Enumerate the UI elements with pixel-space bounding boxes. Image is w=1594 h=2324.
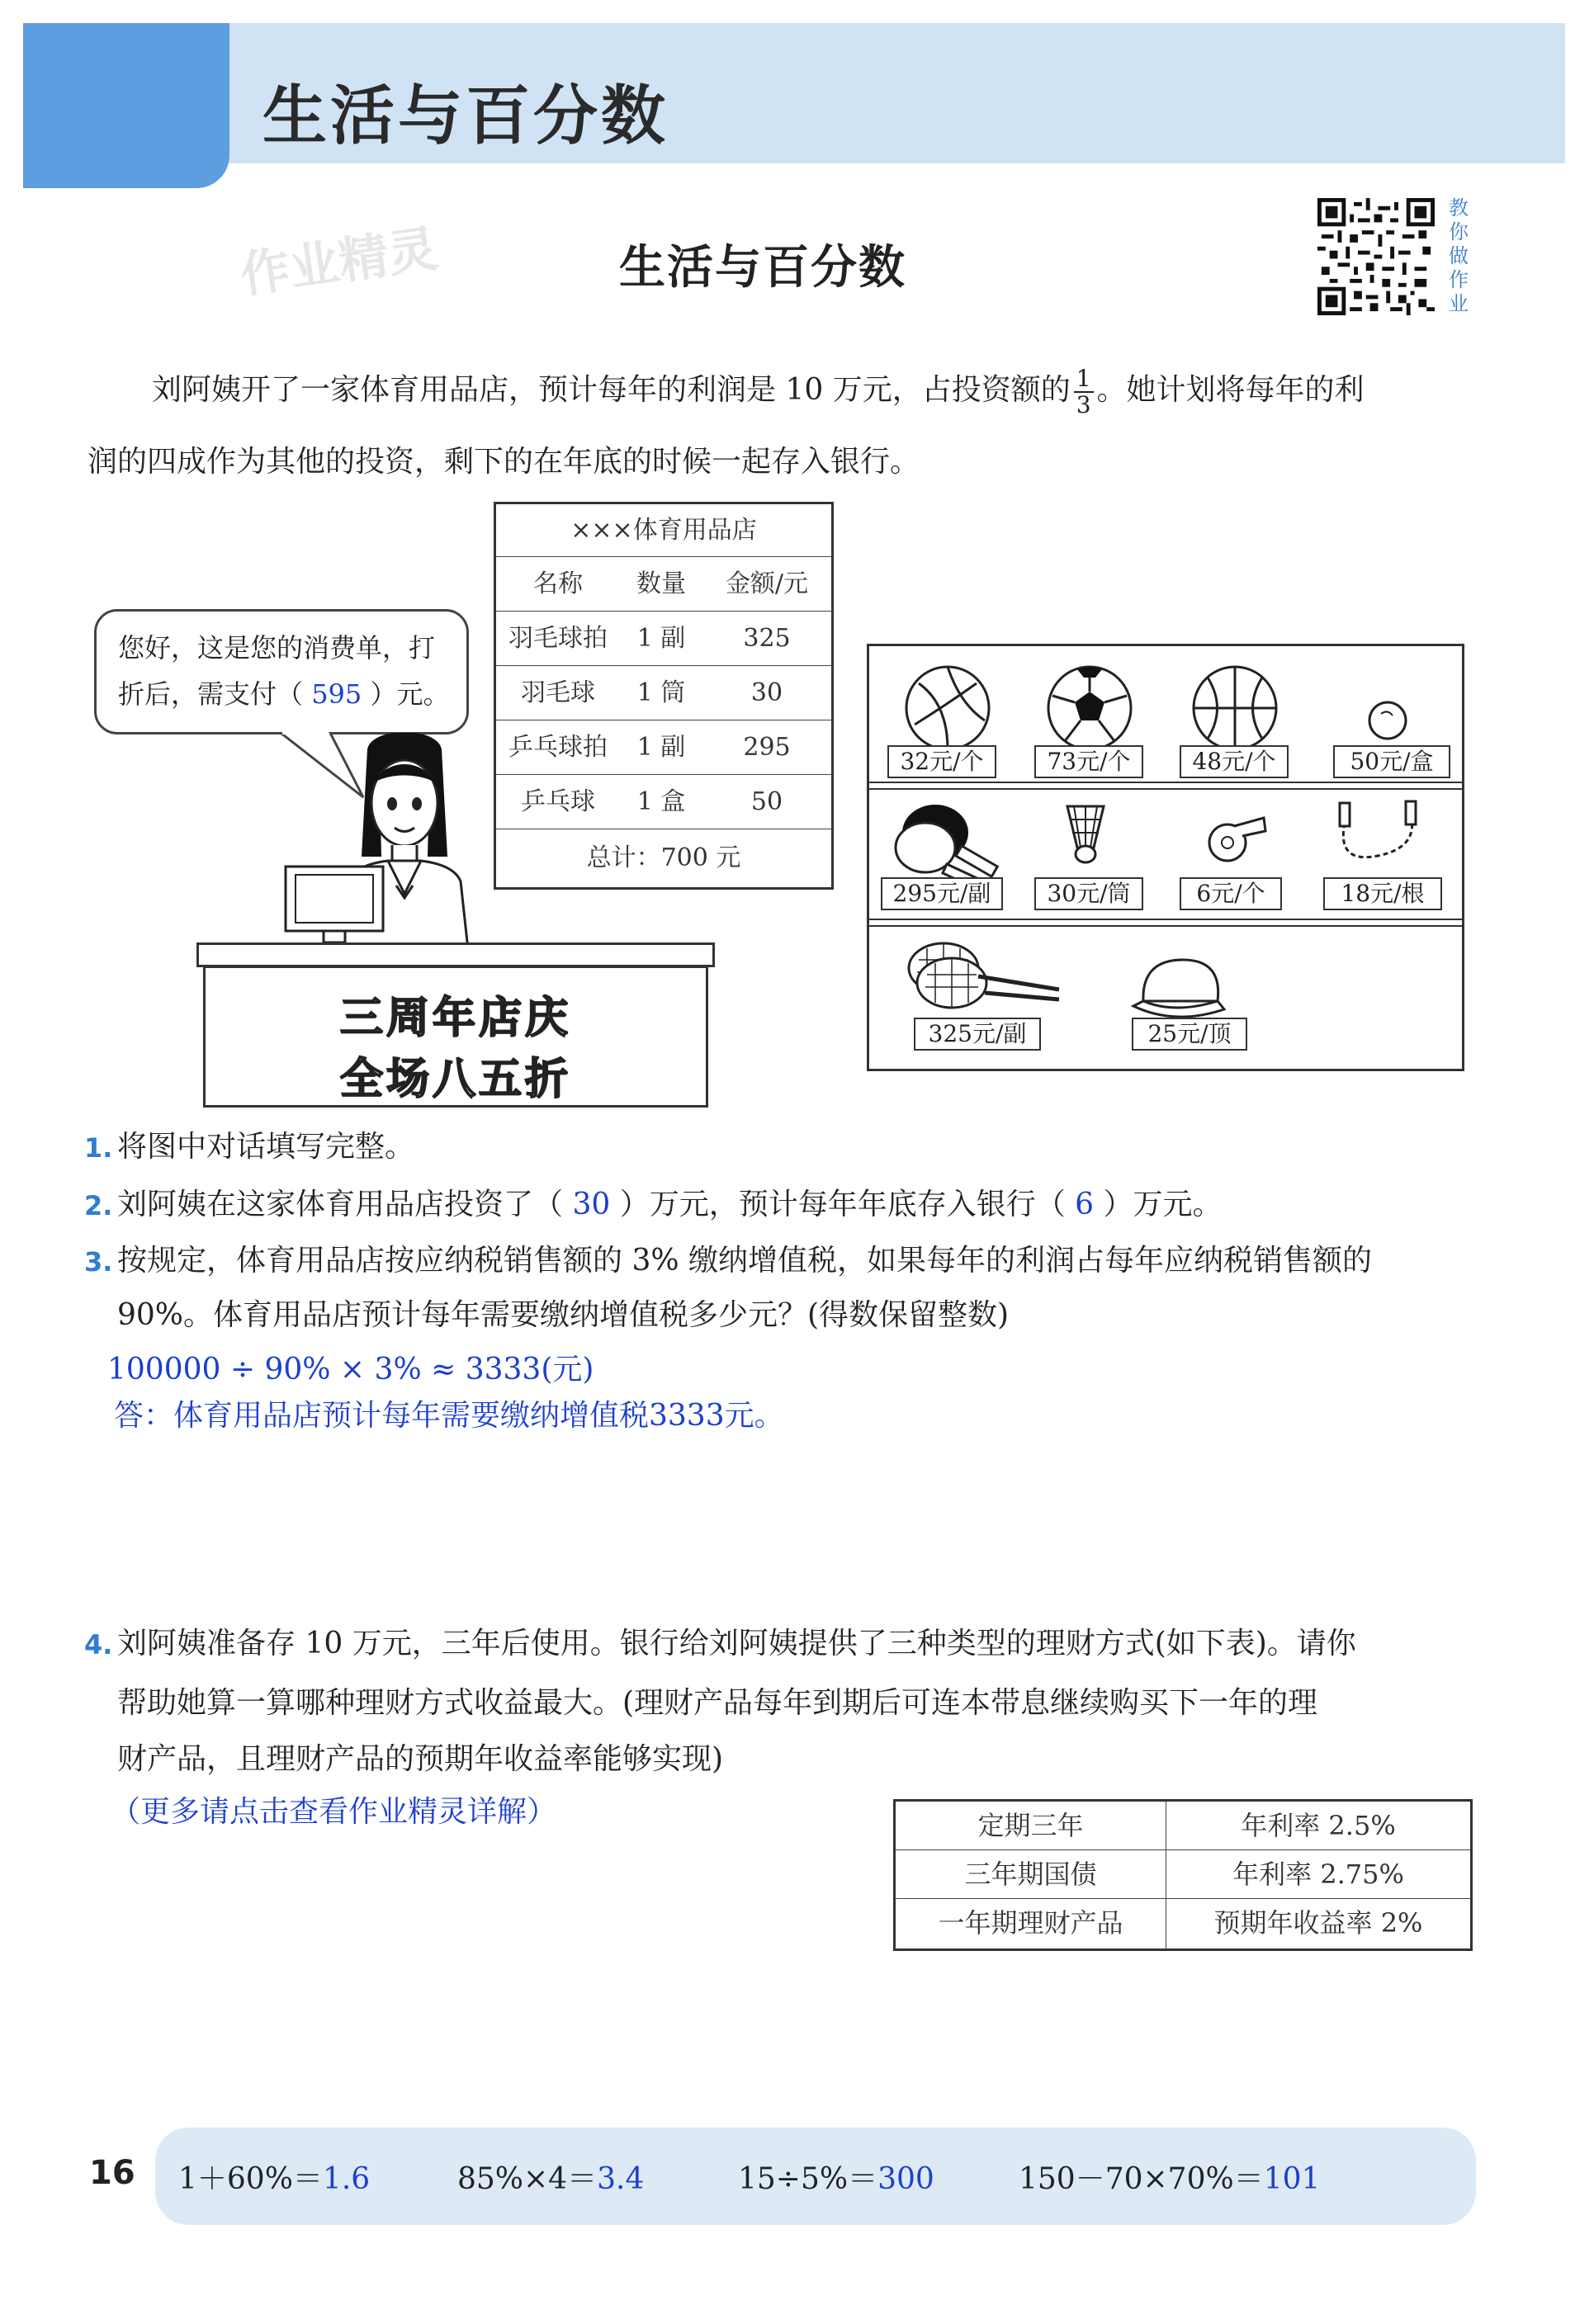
receipt-cell-name: 羽毛球: [521, 678, 595, 707]
question-1-text: 将图中对话填写完整。: [117, 1130, 415, 1164]
oral-calc-answer: 101: [1263, 2162, 1321, 2196]
question-2-answer-deposit: 6: [1075, 1188, 1095, 1221]
fraction-numerator: 1: [1074, 366, 1094, 393]
receipt-cell-name: 乒乓球拍: [508, 733, 608, 762]
header-banner: [23, 23, 1565, 163]
question-4-line-3: 财产品，且理财产品的预期年收益率能够实现): [117, 1742, 724, 1776]
oral-calc-answer: 1.6: [322, 2162, 371, 2196]
price-tag: 18元/根: [1323, 877, 1442, 910]
oral-calc-item: [1019, 2156, 1320, 2198]
shelf-divider: [869, 919, 1462, 927]
price-tag: 30元/筒: [1034, 877, 1143, 910]
counter-sign: [203, 966, 708, 1108]
rates-product: 定期三年: [896, 1802, 1166, 1850]
page-number: 16: [89, 2154, 135, 2192]
soccer-ball-icon: [1044, 663, 1135, 753]
receipt-cell-qty: 1 副: [636, 624, 686, 653]
receipt-row: [496, 666, 831, 720]
sale-sign-line-1: 三周年店庆: [339, 994, 571, 1043]
question-2-number: 2.: [84, 1190, 113, 1221]
receipt-title-row: [496, 504, 831, 557]
question-3-number: 3.: [84, 1246, 113, 1278]
oral-calc-expression: 1＋60%＝: [178, 2162, 323, 2196]
question-2-text-a: 刘阿姨在这家体育用品店投资了（: [117, 1188, 573, 1221]
question-4-line-1: 刘阿姨准备存 10 万元，三年后使用。银行给刘阿姨提供了三种类型的理财方式(如下表)。请你: [117, 1627, 1356, 1660]
oral-calc-item: [178, 2156, 370, 2198]
receipt-cell-amount: 50: [750, 787, 783, 816]
question-3-line-2: 90%。体育用品店预计每年需要缴纳增值税多少元？(得数保留整数): [117, 1298, 1010, 1332]
oral-calc-item: [457, 2156, 644, 2198]
question-4-number: 4.: [84, 1629, 113, 1660]
receipt-cell-qty: 1 副: [636, 733, 686, 762]
oral-calc-answer: 3.4: [597, 2162, 645, 2196]
fraction-one-third: [1074, 366, 1094, 418]
receipt-cell-name: 羽毛球拍: [508, 624, 608, 653]
section-title: 生活与百分数: [619, 241, 906, 295]
more-solution-link[interactable]: （更多请点击查看作业精灵详解）: [111, 1795, 557, 1829]
whistle-icon: [1203, 803, 1269, 869]
bubble-line-2: [118, 671, 449, 717]
price-tag: 325元/副: [914, 1018, 1041, 1051]
receipt-cell-qty: 1 盒: [636, 787, 686, 816]
header-tab: [23, 23, 229, 188]
intro-text-b: 。她计划将每年的利: [1096, 373, 1365, 407]
rates-product: 一年期理财产品: [896, 1899, 1166, 1948]
qr-caption-char: 做: [1449, 244, 1469, 267]
rates-table: [893, 1799, 1473, 1951]
rates-row: [896, 1850, 1470, 1899]
receipt-cell-name: 乒乓球: [521, 787, 595, 816]
price-tag: 25元/顶: [1132, 1018, 1247, 1051]
receipt-title: ×××体育用品店: [570, 516, 757, 545]
question-2-answer-investment: 30: [572, 1188, 611, 1221]
computer-monitor-icon: [282, 863, 390, 946]
question-2-text-c: ）万元。: [1094, 1188, 1223, 1221]
rates-value: 预期年收益率 2%: [1213, 1907, 1423, 1939]
shelf-divider: [869, 782, 1462, 790]
receipt-cell-amount: 295: [743, 733, 791, 762]
receipt-header-qty: 数量: [636, 569, 686, 598]
oral-calc-answer: 300: [877, 2162, 934, 2196]
receipt-cell-amount: 325: [743, 624, 791, 653]
receipt-row: [496, 720, 831, 775]
qr-caption: [1446, 196, 1471, 316]
basketball-icon: [1190, 663, 1280, 753]
rates-value: 年利率 2.5%: [1241, 1810, 1396, 1841]
receipt-header-amount: 金额/元: [725, 569, 809, 598]
volleyball-icon: [902, 663, 993, 753]
price-tag: 6元/个: [1180, 877, 1282, 910]
price-tag: 295元/副: [881, 877, 1003, 910]
price-tag: 32元/个: [887, 745, 996, 778]
rates-value: 年利率 2.75%: [1232, 1859, 1404, 1890]
receipt-total: 总计：700 元: [586, 843, 741, 872]
bubble-answer: 595: [311, 678, 362, 710]
speech-bubble: [94, 609, 469, 735]
badminton-rackets-icon: [902, 935, 1067, 1026]
bubble-text-a: 折后，需支付（: [118, 678, 312, 710]
question-2-text: [117, 1185, 1223, 1225]
price-tag: 50元/盒: [1333, 745, 1450, 778]
question-2-text-b: ）万元，预计每年年底存入银行（: [610, 1188, 1076, 1221]
ping-pong-ball-icon: [1365, 697, 1411, 744]
intro-line-2: 润的四成作为其他的投资，剩下的在年底的时候一起存入银行。: [88, 445, 920, 479]
ping-pong-paddles-icon: [886, 798, 1018, 889]
rates-row: [896, 1899, 1470, 1948]
bubble-line-1: 您好，这是您的消费单，打: [118, 632, 436, 664]
question-1-number: 1.: [84, 1132, 113, 1164]
intro-line-1: [152, 366, 1365, 418]
receipt-header-name: 名称: [533, 569, 583, 598]
qr-code-icon[interactable]: [1317, 198, 1435, 315]
qr-caption-char: 作: [1449, 268, 1469, 291]
qr-caption-char: 业: [1449, 292, 1469, 315]
question-3-answer-formula: 100000 ÷ 90% × 3% ≈ 3333(元): [107, 1353, 594, 1386]
fraction-denominator: 3: [1076, 391, 1091, 418]
oral-calc-expression: 15÷5%＝: [738, 2162, 878, 2196]
counter-top: [196, 942, 715, 967]
cap-icon: [1125, 952, 1232, 1026]
jump-rope-icon: [1328, 798, 1427, 881]
receipt-cell-qty: 1 筒: [636, 678, 686, 707]
watermark-logo: 作业精灵: [236, 220, 442, 305]
receipt-header-row: [496, 557, 831, 612]
receipt-row: [496, 775, 831, 829]
oral-calc-expression: 85%×4＝: [457, 2162, 598, 2196]
product-shelf: [867, 644, 1464, 1071]
shuttlecock-icon: [1061, 800, 1110, 866]
qr-caption-char: 你: [1449, 220, 1469, 243]
question-3-answer-sentence: 答：体育用品店预计每年需要缴纳增值税3333元。: [114, 1399, 784, 1433]
receipt-cell-amount: 30: [750, 678, 783, 707]
receipt-row: [496, 612, 831, 666]
header-title: 生活与百分数: [263, 79, 669, 154]
oral-calc-item: [738, 2156, 934, 2198]
rates-product: 三年期国债: [896, 1850, 1166, 1899]
bubble-text-b: ）元。: [362, 678, 450, 710]
intro-text-a: 刘阿姨开了一家体育用品店，预计每年的利润是 10 万元，占投资额的: [152, 373, 1071, 407]
sale-sign-line-2: 全场八五折: [339, 1055, 571, 1104]
question-3-line-1: 按规定，体育用品店按应纳税销售额的 3% 缴纳增值税，如果每年的利润占每年应纳税销售额的: [117, 1244, 1372, 1278]
oral-calc-expression: 150－70×70%＝: [1019, 2162, 1264, 2196]
qr-caption-char: 教: [1449, 196, 1469, 220]
receipt-total-row: [496, 829, 831, 887]
price-tag: 48元/个: [1180, 745, 1289, 778]
question-4-line-2: 帮助她算一算哪种理财方式收益最大。(理财产品每年到期后可连本带息继续购买下一年的理: [117, 1686, 1318, 1720]
rates-row: [896, 1802, 1470, 1850]
price-tag: 73元/个: [1034, 745, 1143, 778]
